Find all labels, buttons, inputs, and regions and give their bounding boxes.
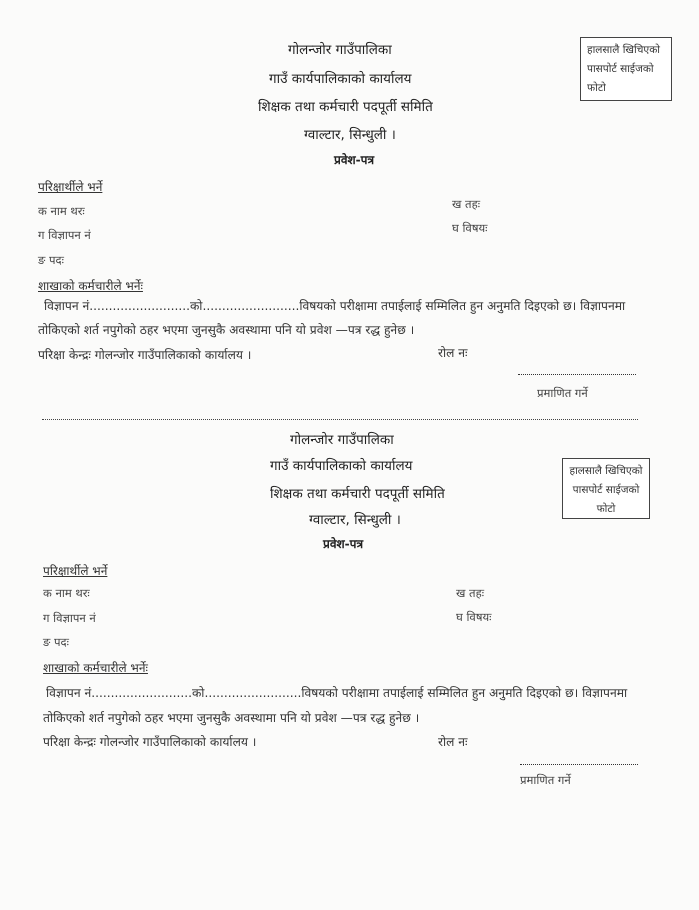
post-field-label: ङ पदः <box>43 635 69 649</box>
office-name: गोलन्जोर गाउँपालिका <box>290 432 394 448</box>
photo-box <box>580 37 672 101</box>
staff-section-heading: शाखाको कर्मचारीले भर्नेः <box>43 661 148 675</box>
post-field-label: ङ पदः <box>38 253 64 267</box>
level-field-label: ख तहः <box>456 586 485 600</box>
cut-line <box>42 419 638 420</box>
signature-line <box>520 764 638 765</box>
certified-label: प्रमाणित गर्ने <box>520 773 571 787</box>
photo-text-3: फोटो <box>596 503 616 515</box>
advert-field-label: ग विज्ञापन नं <box>38 228 91 242</box>
condition-text: तोकिएको शर्त नपुगेको ठहर भएमा जुनसुकै अवस्थामा पनि यो प्रवेश —पत्र रद्ध हुनेछ । <box>38 323 415 337</box>
permission-text: विज्ञापन नं..........................को.........................विषयको परीक्षामा तपाईलाई सम्मिलित हुन अनुमति दिइएको छ। विज्ञापनमा <box>44 299 626 313</box>
card-title: प्रवेश-पत्र <box>323 537 364 551</box>
office-address: ग्वाल्टार, सिन्धुली । <box>304 127 396 143</box>
condition-text: तोकिएको शर्त नपुगेको ठहर भएमा जुनसुकै अवस्थामा पनि यो प्रवेश —पत्र रद्ध हुनेछ । <box>43 711 420 725</box>
staff-section-heading: शाखाको कर्मचारीले भर्नेः <box>38 279 143 293</box>
committee-name: शिक्षक तथा कर्मचारी पदपूर्ती समिति <box>270 486 445 502</box>
subject-field-label: घ विषयः <box>456 610 492 624</box>
office-address: ग्वाल्टार, सिन्धुली । <box>309 512 401 528</box>
card-title: प्रवेश-पत्र <box>334 153 375 167</box>
candidate-section-heading: परिक्षार्थीले भर्ने <box>43 564 108 578</box>
photo-box <box>562 458 650 519</box>
certified-label: प्रमाणित गर्ने <box>537 386 588 400</box>
exam-center: परिक्षा केन्द्रः गोलन्जोर गाउँपालिकाको कार्यालय । <box>38 348 252 362</box>
photo-text-1: हालसालै खिचिएको <box>569 465 643 477</box>
name-field-label: क नाम थरः <box>38 204 85 218</box>
candidate-section-heading: परिक्षार्थीले भर्ने <box>38 180 103 194</box>
name-field-label: क नाम थरः <box>43 586 90 600</box>
office-subtitle: गाउँ कार्यपालिकाको कार्यालय <box>270 458 413 474</box>
committee-name: शिक्षक तथा कर्मचारी पदपूर्ती समिति <box>258 99 433 115</box>
office-subtitle: गाउँ कार्यपालिकाको कार्यालय <box>269 71 412 87</box>
advert-field-label: ग विज्ञापन नं <box>43 611 96 625</box>
roll-number-label: रोल नः <box>438 346 468 360</box>
photo-text-3: फोटो <box>587 82 606 94</box>
office-name: गोलन्जोर गाउँपालिका <box>288 42 392 58</box>
subject-field-label: घ विषयः <box>452 221 488 235</box>
roll-number-label: रोल नः <box>438 735 468 749</box>
photo-text-1: हालसालै खिचिएको <box>587 44 660 56</box>
photo-text-2: पासपोर्ट साईजको <box>572 484 640 496</box>
permission-text: विज्ञापन नं..........................को.........................विषयको परीक्षामा तपाईलाई सम्मिलित हुन अनुमति दिइएको छ। विज्ञापनमा <box>46 686 628 700</box>
signature-line <box>518 374 636 375</box>
level-field-label: ख तहः <box>452 197 481 211</box>
photo-text-2: पासपोर्ट साईजको <box>587 63 654 75</box>
exam-center: परिक्षा केन्द्रः गोलन्जोर गाउँपालिकाको कार्यालय । <box>43 735 257 749</box>
